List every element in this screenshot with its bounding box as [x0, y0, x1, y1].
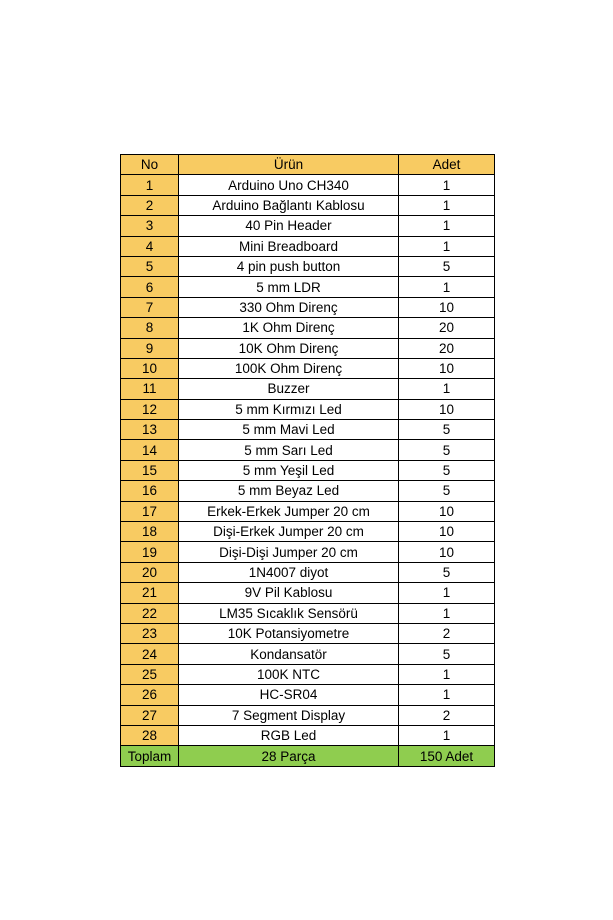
total-row [121, 746, 495, 766]
row-number: 19 [121, 542, 179, 562]
table-row [121, 542, 495, 562]
row-number: 16 [121, 481, 179, 501]
row-number: 8 [121, 318, 179, 338]
row-number: 5 [121, 256, 179, 276]
product-quantity: 5 [399, 440, 495, 460]
row-number: 27 [121, 705, 179, 725]
product-name: Arduino Uno CH340 [179, 175, 399, 195]
header-no: No [121, 155, 179, 175]
table-row [121, 318, 495, 338]
product-quantity: 1 [399, 603, 495, 623]
product-name: 1N4007 diyot [179, 562, 399, 582]
total-label: Toplam [121, 746, 179, 766]
product-name: 4 pin push button [179, 256, 399, 276]
row-number: 6 [121, 277, 179, 297]
table-row [121, 583, 495, 603]
product-quantity: 10 [399, 358, 495, 378]
table-row [121, 623, 495, 643]
table-row [121, 399, 495, 419]
product-name: 330 Ohm Direnç [179, 297, 399, 317]
table-row [121, 338, 495, 358]
product-quantity: 5 [399, 420, 495, 440]
table-row [121, 236, 495, 256]
product-quantity: 20 [399, 338, 495, 358]
row-number: 7 [121, 297, 179, 317]
product-name: 10K Potansiyometre [179, 623, 399, 643]
product-name: RGB Led [179, 725, 399, 745]
product-quantity: 5 [399, 644, 495, 664]
product-name: Dişi-Erkek Jumper 20 cm [179, 522, 399, 542]
table-row [121, 297, 495, 317]
row-number: 13 [121, 420, 179, 440]
row-number: 12 [121, 399, 179, 419]
total-quantity: 150 Adet [399, 746, 495, 766]
row-number: 15 [121, 460, 179, 480]
row-number: 2 [121, 195, 179, 215]
product-quantity: 10 [399, 522, 495, 542]
total-parts: 28 Parça [179, 746, 399, 766]
product-name: 5 mm Sarı Led [179, 440, 399, 460]
row-number: 17 [121, 501, 179, 521]
table-row [121, 175, 495, 195]
row-number: 9 [121, 338, 179, 358]
row-number: 3 [121, 216, 179, 236]
table-row [121, 705, 495, 725]
product-quantity: 5 [399, 460, 495, 480]
product-quantity: 1 [399, 195, 495, 215]
row-number: 23 [121, 623, 179, 643]
header-qty: Adet [399, 155, 495, 175]
table-row [121, 562, 495, 582]
row-number: 1 [121, 175, 179, 195]
product-quantity: 5 [399, 256, 495, 276]
table-footer [121, 746, 495, 766]
row-number: 24 [121, 644, 179, 664]
table-body [121, 175, 495, 746]
row-number: 28 [121, 725, 179, 745]
table-row [121, 522, 495, 542]
table-row [121, 277, 495, 297]
table-row [121, 603, 495, 623]
table-row [121, 481, 495, 501]
header-name: Ürün [179, 155, 399, 175]
product-name: 10K Ohm Direnç [179, 338, 399, 358]
product-name: Buzzer [179, 379, 399, 399]
product-name: Erkek-Erkek Jumper 20 cm [179, 501, 399, 521]
product-quantity: 2 [399, 623, 495, 643]
table-row [121, 379, 495, 399]
table-row [121, 195, 495, 215]
header-row [121, 155, 495, 175]
product-quantity: 10 [399, 297, 495, 317]
product-quantity: 1 [399, 175, 495, 195]
table-row [121, 501, 495, 521]
product-quantity: 5 [399, 562, 495, 582]
row-number: 4 [121, 236, 179, 256]
table-row [121, 440, 495, 460]
table-row [121, 644, 495, 664]
product-name: 7 Segment Display [179, 705, 399, 725]
product-name: Mini Breadboard [179, 236, 399, 256]
product-name: 1K Ohm Direnç [179, 318, 399, 338]
product-name: 9V Pil Kablosu [179, 583, 399, 603]
row-number: 10 [121, 358, 179, 378]
product-quantity: 10 [399, 501, 495, 521]
row-number: 22 [121, 603, 179, 623]
row-number: 14 [121, 440, 179, 460]
product-name: HC-SR04 [179, 685, 399, 705]
product-name: LM35 Sıcaklık Sensörü [179, 603, 399, 623]
parts-table [120, 154, 495, 767]
product-quantity: 1 [399, 236, 495, 256]
row-number: 25 [121, 664, 179, 684]
product-name: Dişi-Dişi Jumper 20 cm [179, 542, 399, 562]
product-quantity: 1 [399, 725, 495, 745]
product-quantity: 20 [399, 318, 495, 338]
product-quantity: 1 [399, 583, 495, 603]
row-number: 21 [121, 583, 179, 603]
product-name: 100K NTC [179, 664, 399, 684]
product-quantity: 5 [399, 481, 495, 501]
row-number: 11 [121, 379, 179, 399]
product-quantity: 10 [399, 542, 495, 562]
table-row [121, 685, 495, 705]
product-name: 5 mm Mavi Led [179, 420, 399, 440]
row-number: 26 [121, 685, 179, 705]
product-quantity: 1 [399, 685, 495, 705]
product-name: 5 mm LDR [179, 277, 399, 297]
product-quantity: 1 [399, 277, 495, 297]
row-number: 20 [121, 562, 179, 582]
product-quantity: 1 [399, 379, 495, 399]
product-name: 100K Ohm Direnç [179, 358, 399, 378]
table-row [121, 420, 495, 440]
table-row [121, 460, 495, 480]
table-row [121, 725, 495, 745]
product-name: 5 mm Kırmızı Led [179, 399, 399, 419]
product-quantity: 1 [399, 216, 495, 236]
table-row [121, 256, 495, 276]
table-row [121, 664, 495, 684]
product-name: 40 Pin Header [179, 216, 399, 236]
table-row [121, 358, 495, 378]
product-name: 5 mm Beyaz Led [179, 481, 399, 501]
product-name: Kondansatör [179, 644, 399, 664]
product-name: 5 mm Yeşil Led [179, 460, 399, 480]
product-quantity: 2 [399, 705, 495, 725]
product-name: Arduino Bağlantı Kablosu [179, 195, 399, 215]
table-row [121, 216, 495, 236]
product-quantity: 1 [399, 664, 495, 684]
row-number: 18 [121, 522, 179, 542]
table-header [121, 155, 495, 175]
product-quantity: 10 [399, 399, 495, 419]
